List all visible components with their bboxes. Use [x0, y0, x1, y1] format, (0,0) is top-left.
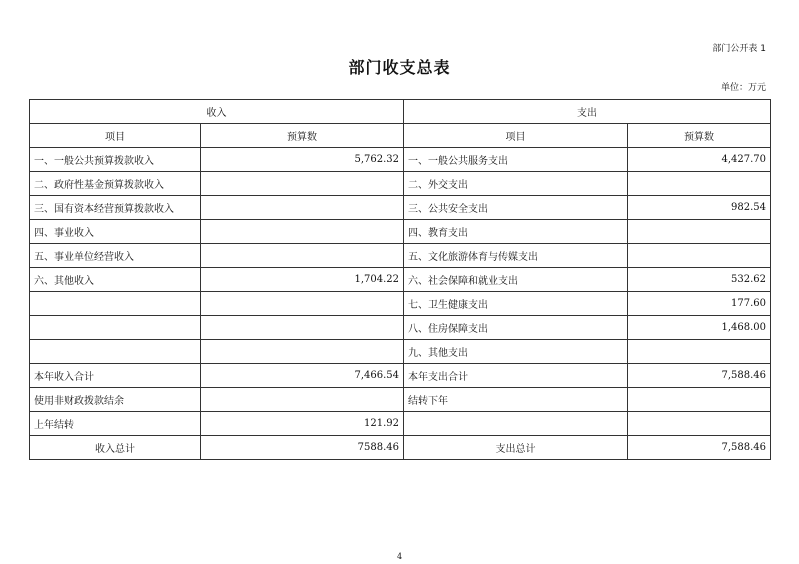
- unit-label: 单位：万元: [720, 83, 766, 93]
- table-row: [30, 364, 771, 388]
- expense-item-cell: 二、外交支出: [404, 172, 628, 196]
- income-item-cell: 五、事业单位经营收入: [30, 244, 201, 268]
- page-title: 部门收支总表: [348, 58, 451, 77]
- expense-amount-cell: [628, 244, 771, 268]
- section-header-row: [30, 100, 771, 124]
- income-item-cell: 使用非财政拨款结余: [30, 388, 201, 412]
- expense-amount-cell: 532.62: [628, 268, 771, 292]
- table-row: [30, 172, 771, 196]
- expense-amount-cell: 7,588.46: [628, 364, 771, 388]
- income-amount-cell: [201, 196, 404, 220]
- expense-amount-cell: [628, 412, 771, 436]
- expense-item-cell: [404, 412, 628, 436]
- expense-item-cell: 本年支出合计: [404, 364, 628, 388]
- table-row: [30, 196, 771, 220]
- income-amount-cell: [201, 172, 404, 196]
- expense-total-label: 支出总计: [404, 436, 628, 460]
- expense-amount-cell: [628, 172, 771, 196]
- expense-item-cell: 五、文化旅游体育与传媒支出: [404, 244, 628, 268]
- grand-total-row: [30, 436, 771, 460]
- expense-total-amount: 7,588.46: [628, 436, 771, 460]
- income-item-cell: 六、其他收入: [30, 268, 201, 292]
- expense-amount-cell: 177.60: [628, 292, 771, 316]
- expense-item-cell: 结转下年: [404, 388, 628, 412]
- income-amount-cell: [201, 316, 404, 340]
- expense-amount-cell: 982.54: [628, 196, 771, 220]
- expense-item-cell: 四、教育支出: [404, 220, 628, 244]
- income-amount-cell: [201, 292, 404, 316]
- income-amount-cell: 5,762.32: [201, 148, 404, 172]
- expense-item-cell: 九、其他支出: [404, 340, 628, 364]
- income-item-cell: [30, 292, 201, 316]
- table-row: [30, 244, 771, 268]
- budget-table: [29, 99, 771, 460]
- expense-item-header: 项目: [404, 124, 628, 148]
- expense-amount-cell: [628, 388, 771, 412]
- table-row: [30, 292, 771, 316]
- income-item-cell: 一、一般公共预算拨款收入: [30, 148, 201, 172]
- income-amount-cell: [201, 244, 404, 268]
- income-total-amount: 7588.46: [201, 436, 404, 460]
- expense-item-cell: 六、社会保障和就业支出: [404, 268, 628, 292]
- table-row: [30, 268, 771, 292]
- expense-item-cell: 七、卫生健康支出: [404, 292, 628, 316]
- expense-item-cell: 一、一般公共服务支出: [404, 148, 628, 172]
- expense-item-cell: 八、住房保障支出: [404, 316, 628, 340]
- income-amount-cell: 121.92: [201, 412, 404, 436]
- income-item-cell: [30, 316, 201, 340]
- income-item-cell: 本年收入合计: [30, 364, 201, 388]
- page-number: 4: [396, 552, 403, 561]
- table-row: [30, 316, 771, 340]
- income-total-label: 收入总计: [30, 436, 201, 460]
- expense-item-cell: 三、公共安全支出: [404, 196, 628, 220]
- income-amount-cell: [201, 220, 404, 244]
- income-amount-cell: 1,704.22: [201, 268, 404, 292]
- income-item-cell: 四、事业收入: [30, 220, 201, 244]
- expense-budget-header: 预算数: [628, 124, 771, 148]
- income-item-cell: 上年结转: [30, 412, 201, 436]
- table-row: [30, 148, 771, 172]
- table-row: [30, 220, 771, 244]
- expense-amount-cell: [628, 220, 771, 244]
- income-item-cell: 二、政府性基金预算拨款收入: [30, 172, 201, 196]
- column-header-row: [30, 124, 771, 148]
- income-budget-header: 预算数: [201, 124, 404, 148]
- expense-amount-cell: 4,427.70: [628, 148, 771, 172]
- income-item-cell: [30, 340, 201, 364]
- expense-section-header: 支出: [404, 100, 771, 124]
- income-item-cell: 三、国有资本经营预算拨款收入: [30, 196, 201, 220]
- income-amount-cell: [201, 388, 404, 412]
- table-row: [30, 412, 771, 436]
- income-item-header: 项目: [30, 124, 201, 148]
- table-row: [30, 340, 771, 364]
- table-row: [30, 388, 771, 412]
- expense-amount-cell: 1,468.00: [628, 316, 771, 340]
- expense-amount-cell: [628, 340, 771, 364]
- income-amount-cell: 7,466.54: [201, 364, 404, 388]
- income-amount-cell: [201, 340, 404, 364]
- form-number: 部门公开表 1: [712, 44, 766, 54]
- income-section-header: 收入: [30, 100, 404, 124]
